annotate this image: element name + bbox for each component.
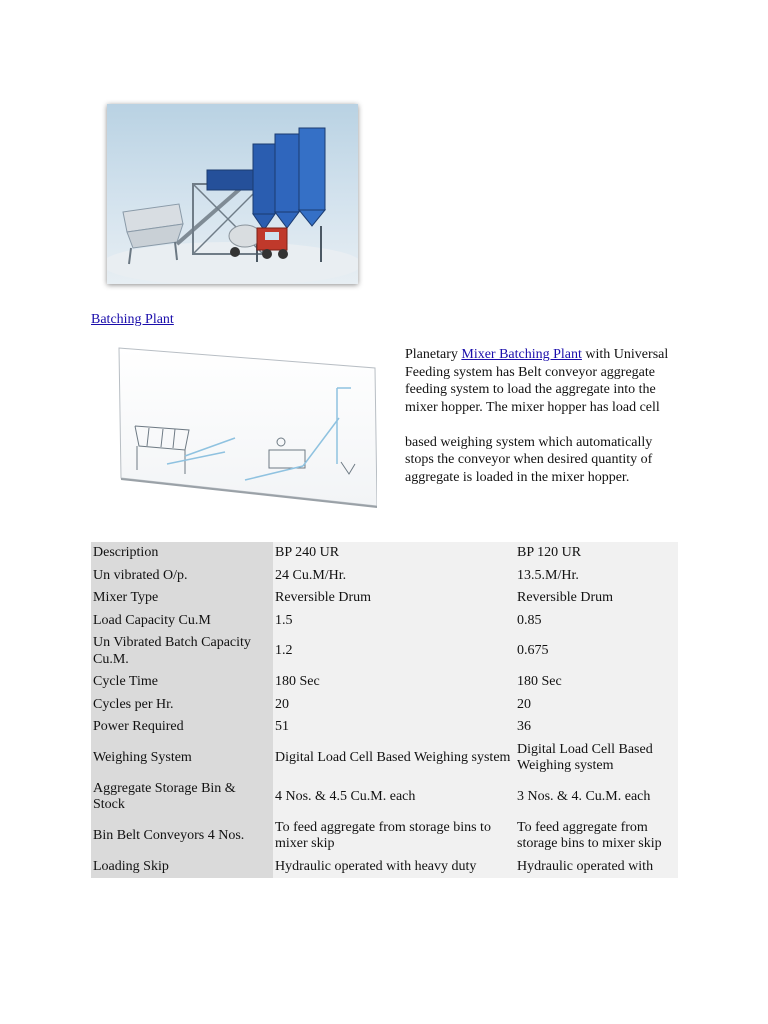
bp120-value: Digital Load Cell Based Weighing system: [515, 739, 678, 778]
description-paragraph-2: based weighing system which automatically stops the conveyor when desired quantity of aggregate is loaded in the mixer hopper.: [405, 434, 653, 485]
mixer-batching-plant-link[interactable]: Mixer Batching Plant: [461, 347, 582, 362]
batching-plant-photo: [107, 104, 358, 284]
row-label: Power Required: [91, 716, 273, 739]
table-row: [91, 610, 678, 633]
bp240-value: 180 Sec: [273, 671, 515, 694]
bp240-value: 51: [273, 716, 515, 739]
row-label: Loading Skip: [91, 856, 273, 879]
bp240-value: Hydraulic operated with heavy duty: [273, 856, 515, 879]
table-row: [91, 817, 678, 856]
row-label: Weighing System: [91, 739, 273, 778]
bp120-value: Hydraulic operated with: [515, 856, 678, 879]
row-label: Load Capacity Cu.M: [91, 610, 273, 633]
specifications-body: [91, 542, 678, 878]
table-row: [91, 739, 678, 778]
bp120-value: 3 Nos. & 4. Cu.M. each: [515, 778, 678, 817]
table-row: [91, 671, 678, 694]
bp240-value: Reversible Drum: [273, 587, 515, 610]
row-label: Cycle Time: [91, 671, 273, 694]
table-row: [91, 632, 678, 671]
table-row: [91, 716, 678, 739]
bp120-value: Reversible Drum: [515, 587, 678, 610]
row-label: Cycles per Hr.: [91, 694, 273, 717]
bp120-value: To feed aggregate from storage bins to mixer skip: [515, 817, 678, 856]
bp120-value: 180 Sec: [515, 671, 678, 694]
table-row: [91, 694, 678, 717]
specifications-table: [91, 542, 678, 878]
description-paragraph-1: [405, 346, 677, 416]
row-label: Bin Belt Conveyors 4 Nos.: [91, 817, 273, 856]
batching-plant-link[interactable]: Batching Plant: [91, 312, 174, 327]
row-label: Aggregate Storage Bin & Stock: [91, 778, 273, 817]
row-label: Un Vibrated Batch Capacity Cu.M.: [91, 632, 273, 671]
table-row: [91, 587, 678, 610]
description-text: Planetary: [405, 347, 462, 362]
table-row: [91, 565, 678, 588]
description-text: with Universal Feeding system has Belt conveyor aggregate feeding system to load the aggregate into the mixer hopper. The mixer hopper has load cell: [405, 347, 669, 415]
bp240-value: 24 Cu.M/Hr.: [273, 565, 515, 588]
bp120-value: 0.675: [515, 632, 678, 671]
row-label: Mixer Type: [91, 587, 273, 610]
bp120-value: 13.5.M/Hr.: [515, 565, 678, 588]
bp120-value: 36: [515, 716, 678, 739]
bp240-value: BP 240 UR: [273, 542, 515, 565]
row-label: Description: [91, 542, 273, 565]
table-row: [91, 542, 678, 565]
plant-schematic-drawing: [115, 346, 377, 508]
bp120-value: 0.85: [515, 610, 678, 633]
bp240-value: 1.2: [273, 632, 515, 671]
bp240-value: 4 Nos. & 4.5 Cu.M. each: [273, 778, 515, 817]
bp240-value: 1.5: [273, 610, 515, 633]
table-row: [91, 778, 678, 817]
table-row: [91, 856, 678, 879]
bp240-value: 20: [273, 694, 515, 717]
row-label: Un vibrated O/p.: [91, 565, 273, 588]
bp240-value: To feed aggregate from storage bins to mixer skip: [273, 817, 515, 856]
bp120-value: BP 120 UR: [515, 542, 678, 565]
bp120-value: 20: [515, 694, 678, 717]
plant-description: [405, 346, 677, 486]
bp240-value: Digital Load Cell Based Weighing system: [273, 739, 515, 778]
